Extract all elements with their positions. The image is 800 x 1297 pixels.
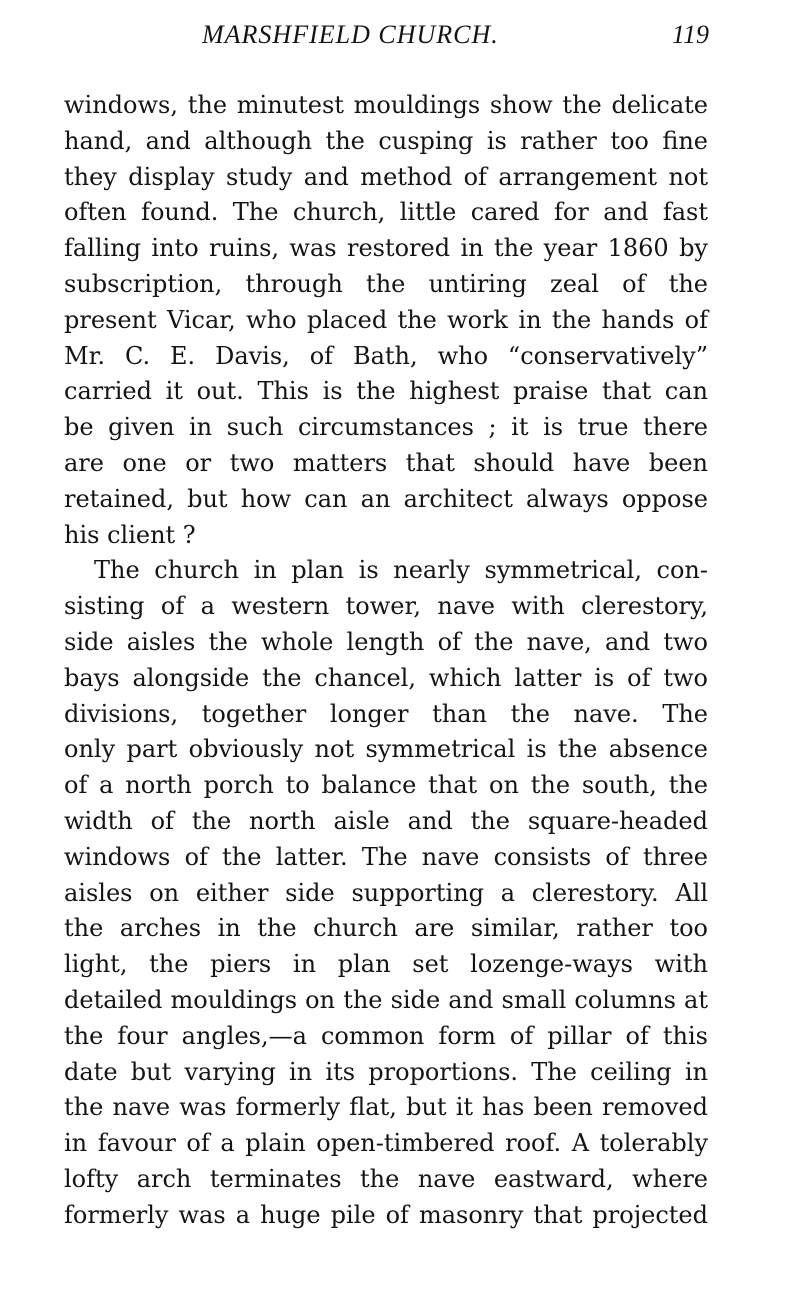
text-line: The church in plan is nearly symmetrical, con- [94, 556, 708, 585]
text-line: light, the piers in plan set lozenge-ways with [64, 950, 708, 979]
text-line: retained, but how can an architect always oppose [64, 484, 708, 513]
text-line: aisles on either side supporting a clerestory. All [64, 878, 708, 907]
text-line: are one or two matters that should have been [64, 448, 708, 477]
text-line: detailed mouldings on the side and small columns at [64, 985, 708, 1014]
text-line: windows of the latter. The nave consists of three [64, 842, 708, 871]
text-line: Mr. C. E. Davis, of Bath, who “conservatively” [64, 341, 708, 370]
text-line: in favour of a plain open-timbered roof. A tolerably [64, 1129, 708, 1158]
text-line: his client ? [64, 520, 196, 549]
text-line: only part obviously not symmetrical is the absence [64, 735, 708, 764]
text-line: divisions, together longer than the nave. The [64, 699, 708, 728]
text-line: often found. The church, little cared for and fast [64, 198, 708, 227]
text-line: be given in such circumstances ; it is true there [64, 413, 708, 442]
text-line: hand, and although the cusping is rather too fine [64, 126, 708, 155]
paragraph-2 [64, 553, 708, 1233]
text-line: of a north porch to balance that on the south, the [64, 771, 708, 800]
text-line: windows, the minutest mouldings show the delicate [64, 91, 708, 119]
paragraph-1 [64, 88, 708, 553]
text-line: bays alongside the chancel, which latter is of two [64, 663, 708, 692]
text-line: present Vicar, who placed the work in the hands of [64, 305, 708, 334]
running-title: MARSHFIELD CHURCH. [202, 20, 499, 49]
text-line: sisting of a western tower, nave with clerestory, [64, 592, 708, 621]
text-line: subscription, through the untiring zeal of the [64, 269, 708, 298]
text-line: date but varying in its proportions. The ceiling in [64, 1057, 708, 1086]
body-text [64, 88, 708, 1234]
text-line: formerly was a huge pile of masonry that projected [64, 1200, 708, 1229]
text-line: they display study and method of arrangement not [64, 162, 708, 191]
text-line: falling into ruins, was restored in the year 1860 by [64, 234, 708, 263]
text-line: the nave was formerly flat, but it has been removed [64, 1093, 708, 1122]
text-line: lofty arch terminates the nave eastward, where [64, 1164, 708, 1193]
running-head [64, 20, 709, 54]
text-line: carried it out. This is the highest praise that can [64, 377, 708, 406]
text-line: width of the north aisle and the square-headed [64, 806, 708, 835]
text-line: the arches in the church are similar, rather too [64, 914, 708, 943]
page-number: 119 [671, 20, 709, 49]
text-line: side aisles the whole length of the nave, and two [64, 627, 708, 656]
text-line: the four angles,—a common form of pillar of this [64, 1021, 708, 1050]
